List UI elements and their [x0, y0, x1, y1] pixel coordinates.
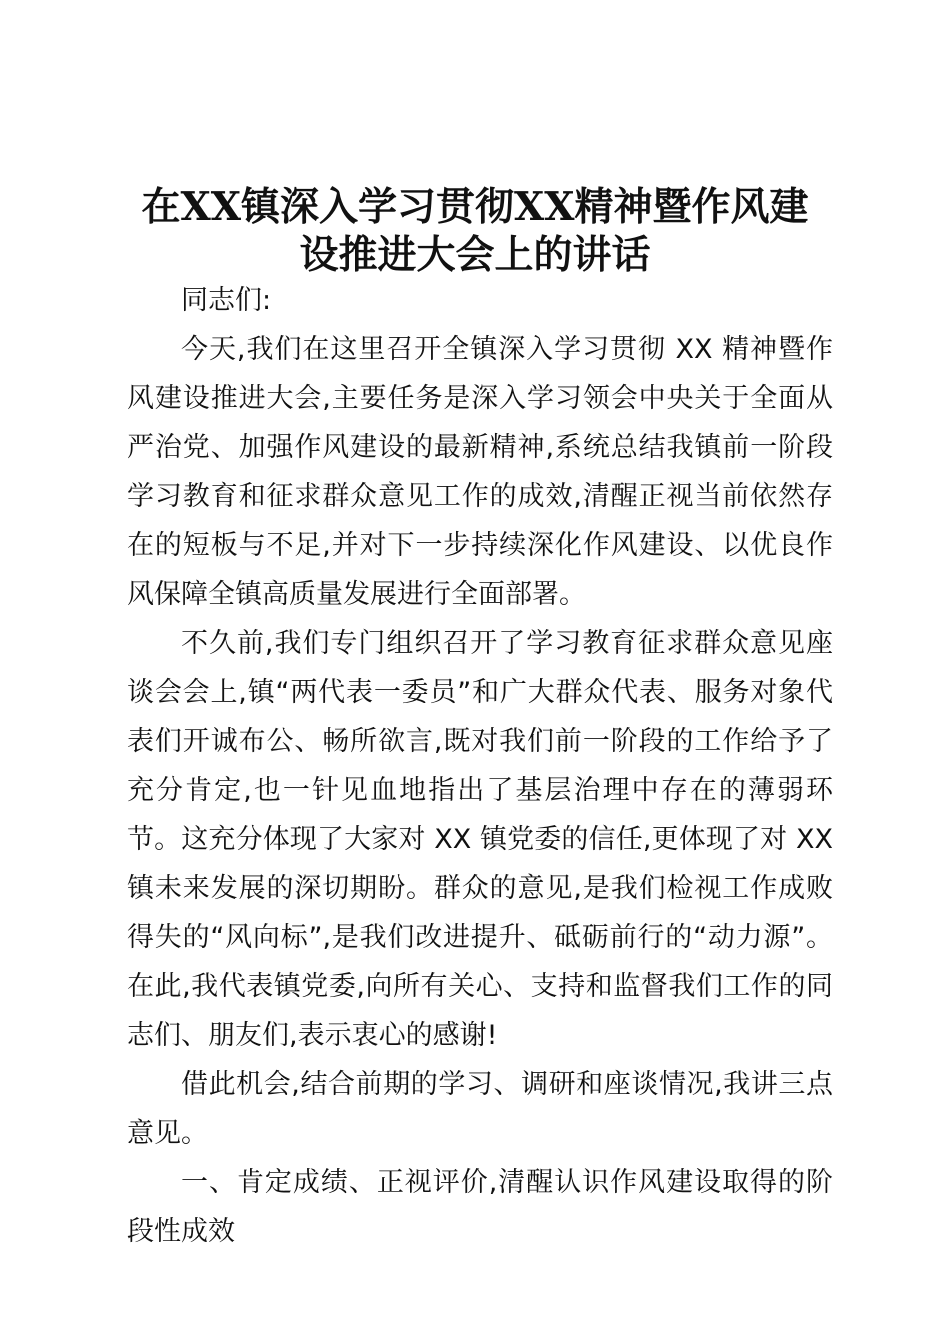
paragraph-1: 今天,我们在这里召开全镇深入学习贯彻 XX 精神暨作风建设推进大会,主要任务是深入学习领会中央关于全面从严治党、加强作风建设的最新精神,系统总结我镇前一阶段学习教育和征求群众意见工作的成效,清醒正视当前依然存在的短板与不足,并对下一步持续深化作风建设、以优良作风保障全镇高质量发展进行全面部署。 — [127, 334, 833, 610]
paragraph-2: 不久前,我们专门组织召开了学习教育征求群众意见座谈会会上,镇“两代表一委员”和广大群众代表、服务对象代表们开诚布公、畅所欲言,既对我们前一阶段的工作给予了充分肯定,也一针见血地指出了基层治理中存在的薄弱环节。这充分体现了大家对 XX 镇党委的信任,更体现了对 XX 镇未来发展的深切期盼。群众的意见,是我们检视工作成败得失的“风向标”,是我们改进提升、砥砺前行的“动力源”。在此,我代表镇党委,向所有关心、支持和监督我们工作的同志们、朋友们,表示衷心的感谢! — [127, 628, 833, 1051]
paragraph-3: 借此机会,结合前期的学习、调研和座谈情况,我讲三点意见。 — [127, 1069, 833, 1149]
document-body — [127, 276, 833, 1256]
salutation: 同志们: — [181, 285, 272, 316]
section-heading-1: 一、肯定成绩、正视评价,清醒认识作风建设取得的阶段性成效 — [127, 1167, 833, 1247]
document-title-line-2: 设推进大会上的讲话 — [299, 232, 651, 278]
document-title-line-1: 在XX镇深入学习贯彻XX精神暨作风建 — [141, 184, 809, 230]
